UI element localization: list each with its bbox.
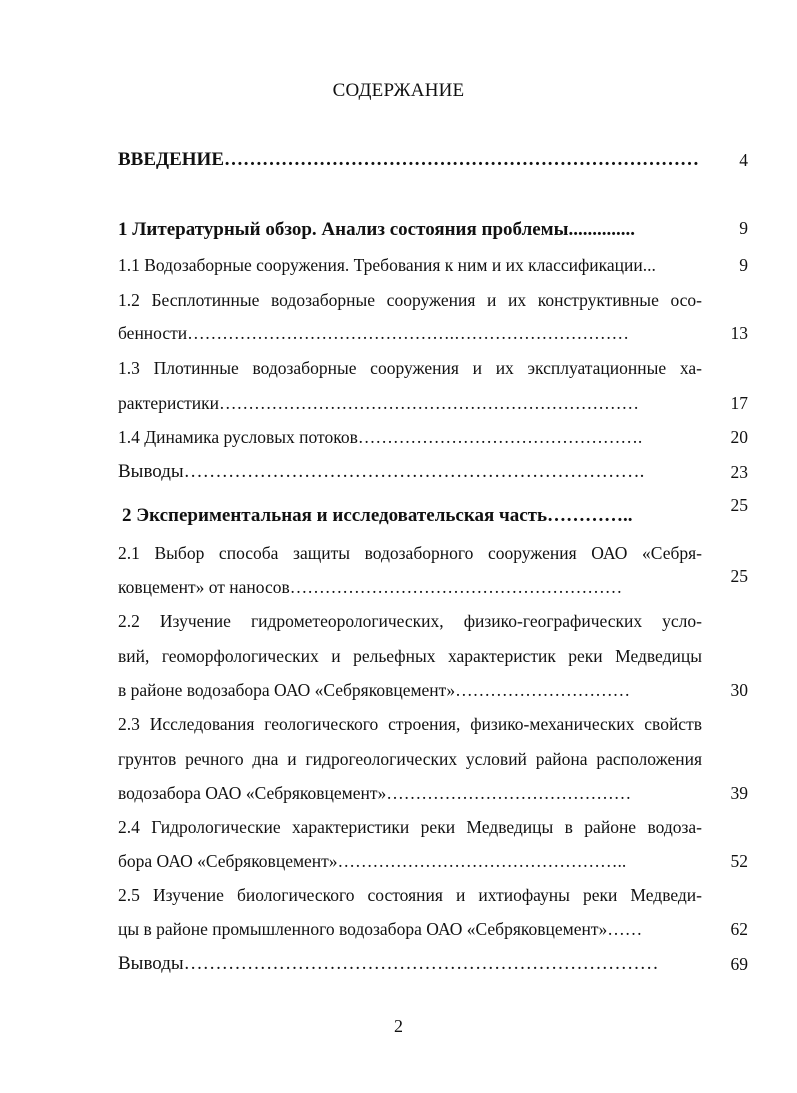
toc-entry-2-2-cont-1: вий, геоморфологических и рельефных характеристик реки Медведицы: [118, 646, 702, 666]
toc-page-number: 25: [730, 495, 748, 515]
toc-entry-chapter-2: 2 Экспериментальная и исследовательская часть…………..: [122, 505, 633, 526]
toc-entry-1-3-cont: рактеристики………………………………………………………………: [118, 393, 639, 413]
toc-entry-2-1: 2.1 Выбор способа защиты водозаборного сооружения ОАО «Себря-: [118, 543, 702, 563]
toc-entry-1-4: 1.4 Динамика русловых потоков………………………………………….: [118, 427, 643, 447]
toc-entry-conclusions-2: Выводы…………………………………………………………………: [118, 953, 659, 974]
toc-entry-conclusions-1: Выводы……………………………………………………………….: [118, 461, 645, 482]
toc-entry-1-1: 1.1 Водозаборные сооружения. Требования к ним и их классификации...: [118, 255, 656, 275]
toc-entry-2-2-cont-2: в районе водозабора ОАО «Себряковцемент»…………………………: [118, 680, 631, 700]
toc-page-number: 39: [730, 783, 748, 803]
toc-page-number: 69: [730, 954, 748, 974]
toc-entry-2-4-cont: бора ОАО «Себряковцемент»…………………………………………..: [118, 851, 627, 871]
toc-page-number: 9: [739, 218, 748, 238]
toc-page-number: 17: [730, 393, 748, 413]
toc-entry-1-2-cont: бенности……………………………………….…………………………: [118, 323, 630, 343]
toc-page-number: 23: [730, 462, 748, 482]
toc-page-number: 52: [730, 851, 748, 871]
toc-page-number: 20: [730, 427, 748, 447]
toc-page-number: 25: [730, 566, 748, 586]
toc-entry-2-3-cont-1: грунтов речного дна и гидрогеологических условий района расположения: [118, 749, 702, 769]
toc-page-number: 13: [730, 323, 748, 343]
toc-entry-2-5: 2.5 Изучение биологического состояния и ихтиофауны реки Медведи-: [118, 885, 702, 905]
toc-entry-chapter-1: 1 Литературный обзор. Анализ состояния проблемы..............: [118, 219, 635, 240]
page-number: 2: [394, 1016, 403, 1036]
toc-entry-2-5-cont: цы в районе промышленного водозабора ОАО «Себряковцемент»……: [118, 919, 643, 939]
toc-page-number: 4: [739, 150, 748, 170]
toc-page-number: 9: [739, 255, 748, 275]
toc-entry-2-2: 2.2 Изучение гидрометеорологических, физико-географических усло-: [118, 611, 702, 631]
toc-page-number: 62: [730, 919, 748, 939]
toc-entry-2-1-cont: ковцемент» от наносов…………………………………………………: [118, 577, 623, 597]
toc-entry-2-3: 2.3 Исследования геологического строения, физико-механических свойств: [118, 714, 702, 734]
toc-entry-2-3-cont-2: водозабора ОАО «Себряковцемент»……………………………………: [118, 783, 632, 803]
toc-entry-1-2: 1.2 Бесплотинные водозаборные сооружения и их конструктивные осо-: [118, 290, 702, 310]
toc-entry-introduction: ВВЕДЕНИЕ…………………………………………………………………: [118, 149, 699, 170]
toc-page-number: 30: [730, 680, 748, 700]
toc-entry-2-4: 2.4 Гидрологические характеристики реки Медведицы в районе водоза-: [118, 817, 702, 837]
page-title: СОДЕРЖАНИЕ: [332, 80, 465, 101]
toc-entry-1-3: 1.3 Плотинные водозаборные сооружения и их эксплуатационные ха-: [118, 358, 702, 378]
